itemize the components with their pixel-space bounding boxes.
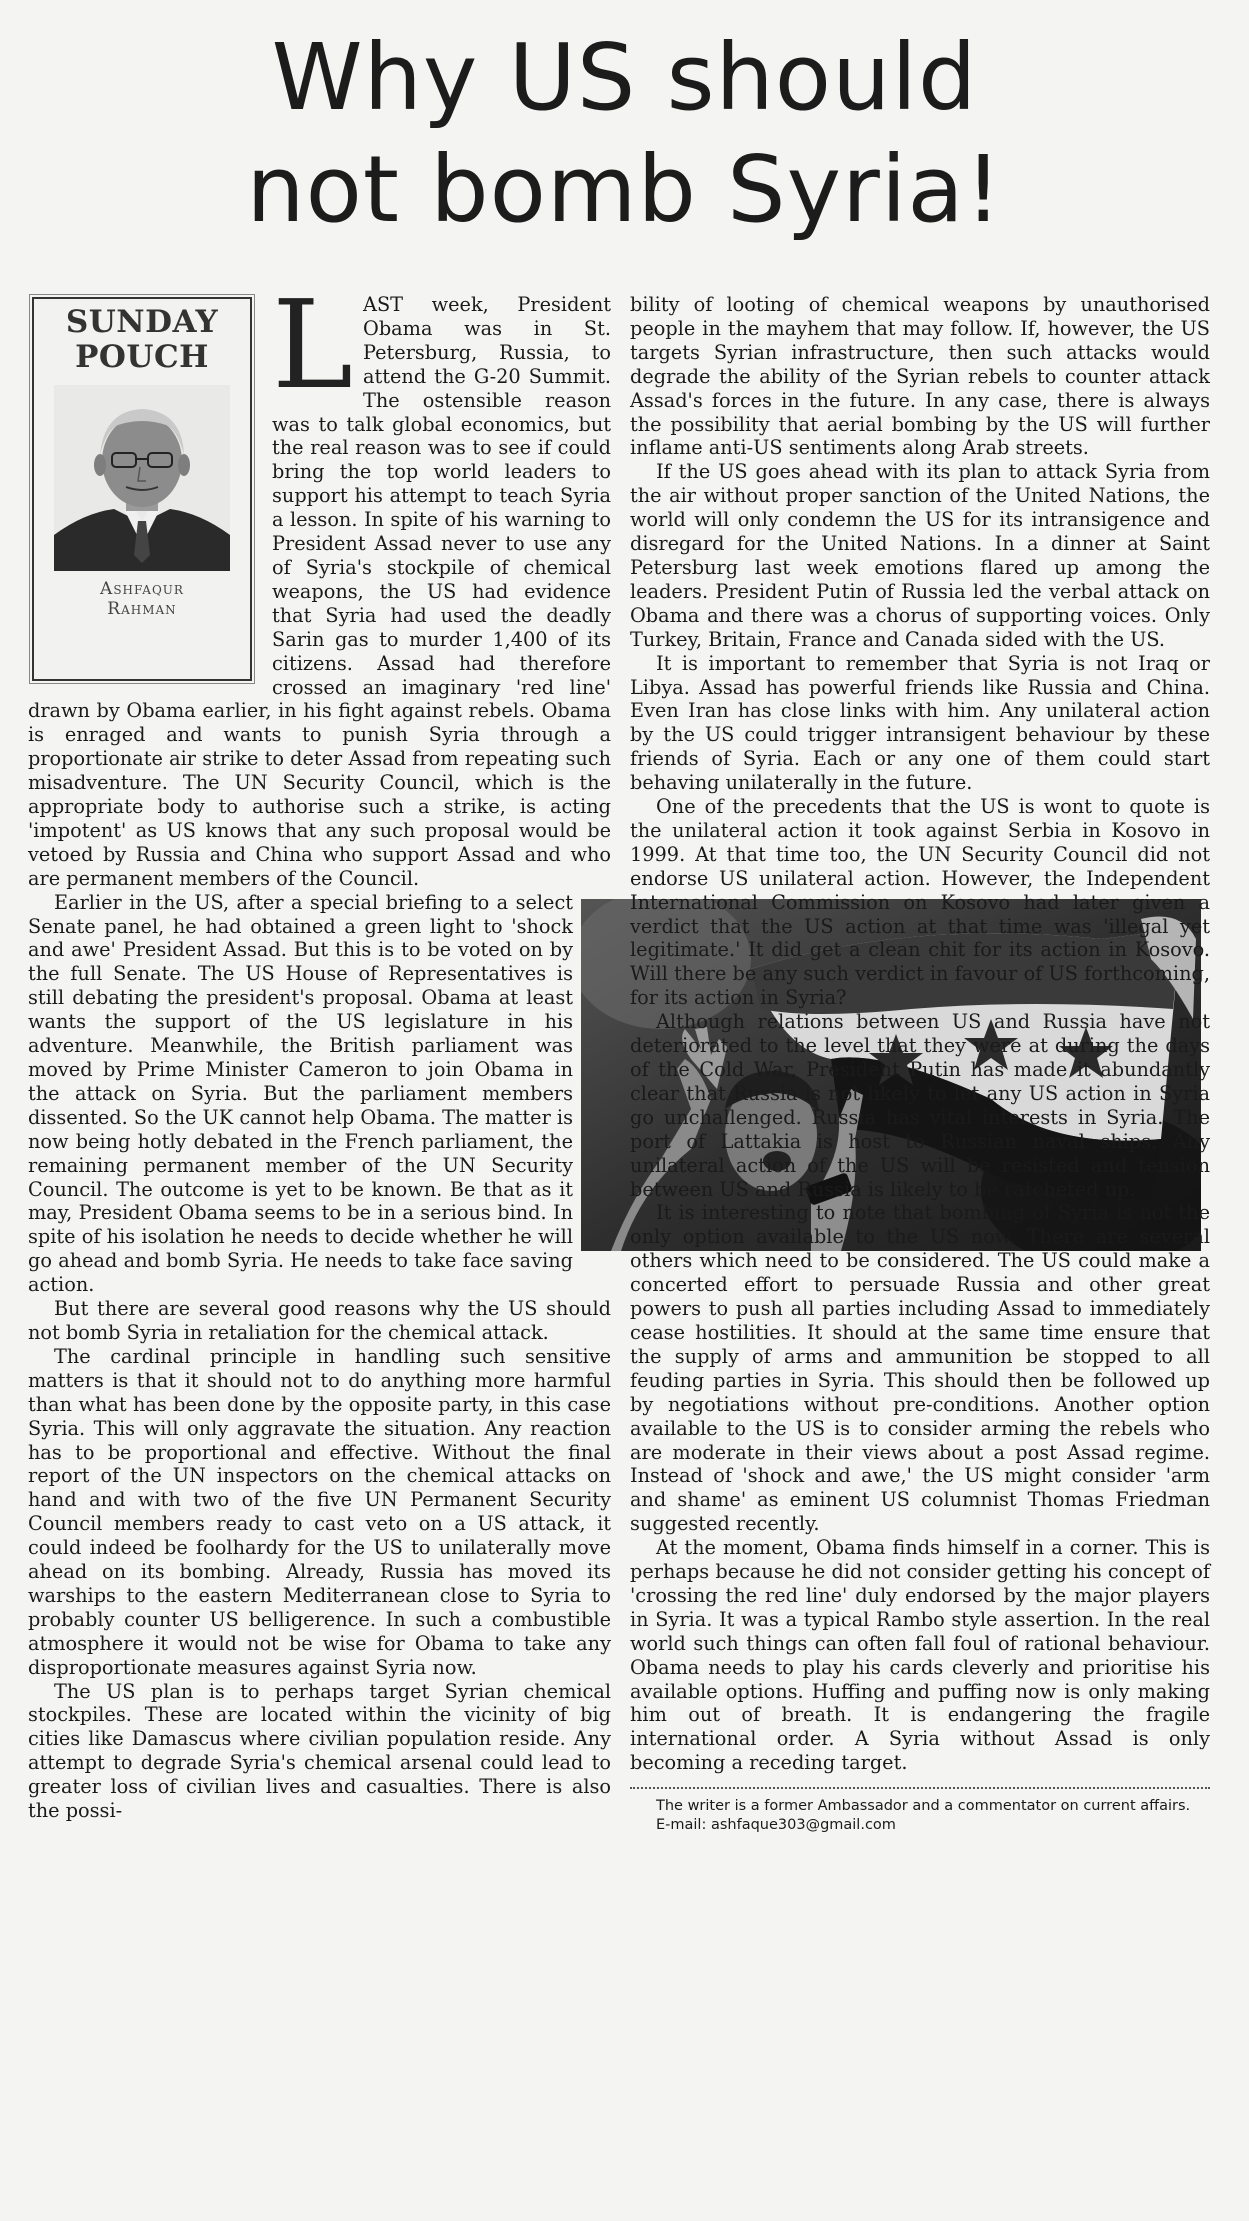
article-paragraph-9 (630, 795, 1210, 1010)
author-name-line-2: Rahman (107, 599, 177, 619)
article-paragraph-11: It is interesting to note that bombing of Syria is not the only option available to the US now. There are several others which need to be considered. The US could make a concerted effort to persuade Russia and other great powers to push all parties including Assad to immediately cease hostilities. It should at the same time ensure that the supply of arms and ammunition be stopped to all feuding parties in Syria. This should then be followed up by negotiations without pre-conditions. Another option available to the US is to consider arming the rebels who are moderate in their views about a post Assad regime. Instead of 'shock and awe,' the US might consider 'arm and shame' as eminent US columnist Thomas Friedman suggested recently. (630, 1201, 1210, 1536)
column-box (32, 297, 252, 681)
article-paragraph-5: The US plan is to perhaps target Syrian chemical stockpiles. These are located within the vicinity of big cities like Damascus where civilian population reside. Any attempt to degrade Syria's chemical arsenal could lead to greater loss of civilian lives and casualties. There is also the possi- (28, 1679, 611, 1823)
article-paragraph-2: Earlier in the US, after a special briefing to a select Senate panel, he had obtained a green light to 'shock and awe' President Assad. But this is to be voted on by the full Senate. The US House of Representatives is still debating the president's proposal. Obama at least wants the support of the US legislature in his adventure. Meanwhile, the British parliament was moved by Prime Minister Cameron to join Obama in the attack on Syria. But the parliament members dissented. So the UK cannot help Obama. The matter is now being hotly debated in the French parliament, the remaining permanent member of the UN Security Council. The outcome is yet to be known. Be that as it may, President Obama seems to be in a serious bind. In spite of his isolation he needs to decide whether he will go ahead and bomb Syria. He needs to take face saving action. (28, 890, 573, 1297)
article-paragraph-10: Although relations between US and Russia have not deteriorated to the level that they were at during the days of the Cold War, President Putin has made it abundantly clear that Russia is not likely to let any US action in Syria go unchallenged. Russia has vital interests in Syria. The port of Lattakia is host to Russian naval ships. Any unilateral action of the US will be resisted and tension between US and Russia is likely to be ratcheted up. (630, 1010, 1210, 1201)
kicker-line-1: SUNDAY (65, 304, 219, 340)
article-paragraph-6: bility of looting of chemical weapons by unauthorised people in the mayhem that may follow. If, however, the US targets Syrian infrastructure, then such attacks would degrade the ability of the Syrian rebels to counter attack Assad's forces in the future. In any case, there is always the possibility that aerial bombing by the US will further inflame anti-US sentiments along Arab streets. (630, 293, 1210, 460)
author-portrait (54, 385, 230, 571)
article-paragraph-3: But there are several good reasons why the US should not bomb Syria in retaliation for the chemical attack. (28, 1297, 611, 1344)
paragraph-9-text: One of the precedents that the US is wont to quote is the unilateral action it took against Serbia in Kosovo in 1999. At that time too, the UN Security Council did not endorse US unilateral action. However, the Independent International Commission on Kosovo had later given a verdict that the US action at that time was 'illegal yet legitimate.' It did get a clean chit for its action in Kosovo. Will there be any such verdict in favour of US forthcoming, for its action in Syria? (630, 795, 1210, 1010)
footnote-bio: The writer is a former Ambassador and a commentator on current affairs. (656, 1798, 1191, 1815)
footnote-divider (630, 1787, 1210, 1789)
headline (0, 22, 1249, 246)
kicker-line-2: POUCH (75, 339, 209, 375)
article-paragraph-7: If the US goes ahead with its plan to attack Syria from the air without proper sanction of the United Nations, the world will only condemn the US for its intransigence and disregard for the United Nations. In a dinner at Saint Petersburg last week emotions flared up among the leaders. President Putin of Russia led the verbal attack on Obama and there was a chorus of supporting voices. Only Turkey, Britain, France and Canada sided with the US. (630, 460, 1210, 651)
article-paragraph-8: It is important to remember that Syria is not Iraq or Libya. Assad has powerful friends like Russia and China. Even Iran has close links with him. Any unilateral action by the US could trigger intransigent behaviour by these friends of Syria. Each or any one of them could start behaving unilaterally in the future. (630, 651, 1210, 795)
paragraph-1-text: AST week, President Obama was in St. Petersburg, Russia, to attend the G-20 Summit. The ostensible reason was to talk global economics, but the real reason was to see if could bring the top world leaders to support his attempt to teach Syria a lesson. In spite of his warning to President Assad never to use any of Syria's stockpile of chemical weapons, the US had evidence that Syria had used the deadly Sarin gas to murder 1,400 of its citizens. Assad had therefore crossed an imaginary 'red line' drawn by Obama earlier, in his fight against rebels. Obama is enraged and wants to punish Syria through a proportionate air strike to deter Assad from repeating such misadventure. The UN Security Council, which is the appropriate body to authorise such a strike, is acting 'impotent' as US knows that any such proposal would be vetoed by Russia and China who support Assad and who are permanent members of the Council. (28, 293, 611, 890)
article-paragraph-12: At the moment, Obama finds himself in a corner. This is perhaps because he did not consider getting his concept of 'crossing the red line' duly endorsed by the major players in Syria. It was a typical Rambo style assertion. In the real world such things can often fall foul of rational behaviour. Obama needs to play his cards cleverly and prioritise his available options. Huffing and puffing now is only making him out of breath. It is endangering the fragile international order. A Syria without Assad is only becoming a receding target. (630, 1536, 1210, 1775)
author-name-line-1: Ashfaqur (100, 579, 184, 599)
article-paragraph-4: The cardinal principle in handling such sensitive matters is that it should not to do anything more harmful than what has been done by the opposite party, in this case Syria. This will only aggravate the situation. Any reaction has to be proportional and effective. Without the final report of the UN inspectors on the chemical attacks on hand and with two of the five UN Permanent Security Council members ready to cast veto on a US attack, it could indeed be foolhardy for the US to unilaterally move ahead on its bombing. Already, Russia has moved its warships to the eastern Mediterranean close to Syria to probably counter US belligerence. In such a combustible atmosphere it would not be wise for Obama to take any disproportionate measures against Syria now. (28, 1344, 611, 1679)
headline-line-1: Why US should (271, 24, 978, 131)
left-column (28, 274, 611, 1823)
footnote-email: E-mail: ashfaque303@gmail.com (656, 1817, 896, 1834)
right-column (630, 293, 1210, 1835)
drop-cap: L (272, 274, 354, 416)
headline-line-2: not bomb Syria! (246, 136, 1003, 243)
